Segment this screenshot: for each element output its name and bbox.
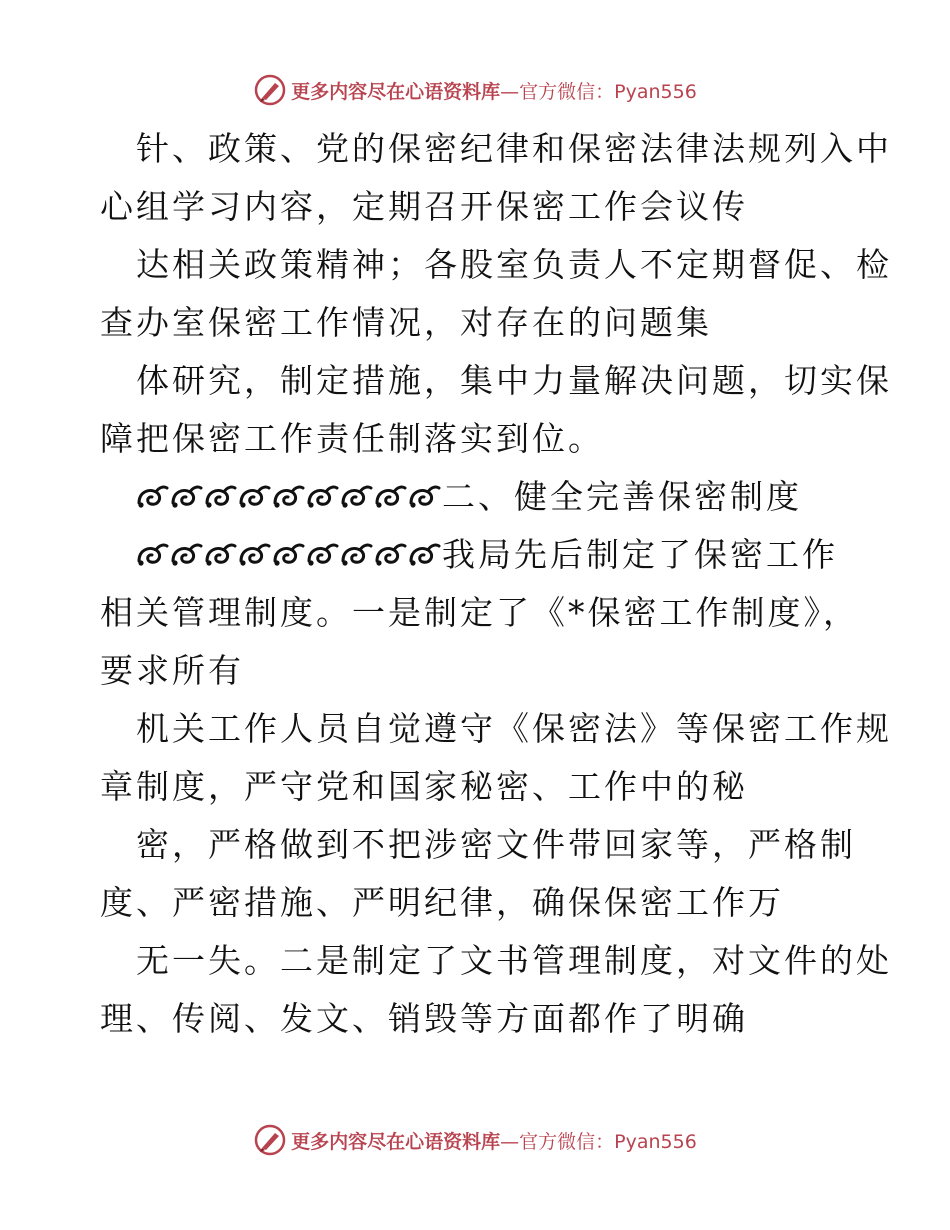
text-line: 障把保密工作责任制落实到位。 [100, 419, 604, 458]
ornament-curl-icon [240, 545, 269, 566]
text-line: 我局先后制定了保密工作 [100, 526, 860, 584]
text-line: 查办室保密工作情况，对存在的问题集 [100, 303, 712, 342]
ornament-glyphs-icon [136, 537, 442, 571]
text-line: 度、严密措施、严明纪律，确保保密工作万 [100, 883, 784, 922]
ornament-curl-icon [376, 545, 405, 566]
header-banner-wechat: —官方微信：Pyan556 [500, 80, 697, 103]
ornament-curl-icon [410, 487, 439, 508]
text-line: 达相关政策精神；各股室负责人不定期督促、检 [136, 245, 892, 284]
text-line: 心组学习内容，定期召开保密工作会议传 [100, 187, 748, 226]
document-body [100, 120, 892, 1048]
ornament-curl-icon [308, 545, 337, 566]
ornament-curl-icon [240, 487, 269, 508]
ornament-curl-icon [206, 487, 235, 508]
ornament-curl-icon [308, 487, 337, 508]
footer-banner [0, 1120, 950, 1160]
ornament-curl-icon [274, 487, 303, 508]
pen-logo-icon [253, 73, 287, 107]
footer-banner-title: 更多内容尽在心语资料库 [291, 1130, 501, 1153]
ornament-curl-icon [410, 545, 439, 566]
ornament-curl-icon [342, 545, 371, 566]
footer-banner-wechat: —官方微信：Pyan556 [500, 1130, 697, 1153]
text-line: 相关管理制度。一是制定了《*保密工作制度》， [100, 593, 859, 632]
ornament-curl-icon [172, 487, 201, 508]
section-heading: 二、健全完善保密制度 [100, 468, 860, 526]
text-line: 章制度，严守党和国家秘密、工作中的秘 [100, 767, 748, 806]
text-line: 机关工作人员自觉遵守《保密法》等保密工作规 [136, 709, 892, 748]
ornament-curl-icon [206, 545, 235, 566]
ornament-curl-icon [376, 487, 405, 508]
text-line: 要求所有 [100, 651, 244, 690]
ornament-curl-icon [172, 545, 201, 566]
header-banner-title: 更多内容尽在心语资料库 [291, 80, 501, 103]
pen-logo-icon [253, 1123, 287, 1157]
text-line: 体研究，制定措施，集中力量解决问题，切实保 [136, 361, 892, 400]
text-line: 无一失。二是制定了文书管理制度，对文件的处 [136, 941, 892, 980]
ornament-curl-icon [138, 545, 167, 566]
header-banner [0, 70, 950, 110]
ornament-curl-icon [138, 487, 167, 508]
text-line: 针、政策、党的保密纪律和保密法律法规列入中 [136, 129, 892, 168]
text-line: 密，严格做到不把涉密文件带回家等，严格制 [136, 825, 856, 864]
ornament-glyphs-icon [136, 479, 442, 513]
ornament-curl-icon [274, 545, 303, 566]
text-line: 理、传阅、发文、销毁等方面都作了明确 [100, 999, 748, 1038]
ornament-curl-icon [342, 487, 371, 508]
